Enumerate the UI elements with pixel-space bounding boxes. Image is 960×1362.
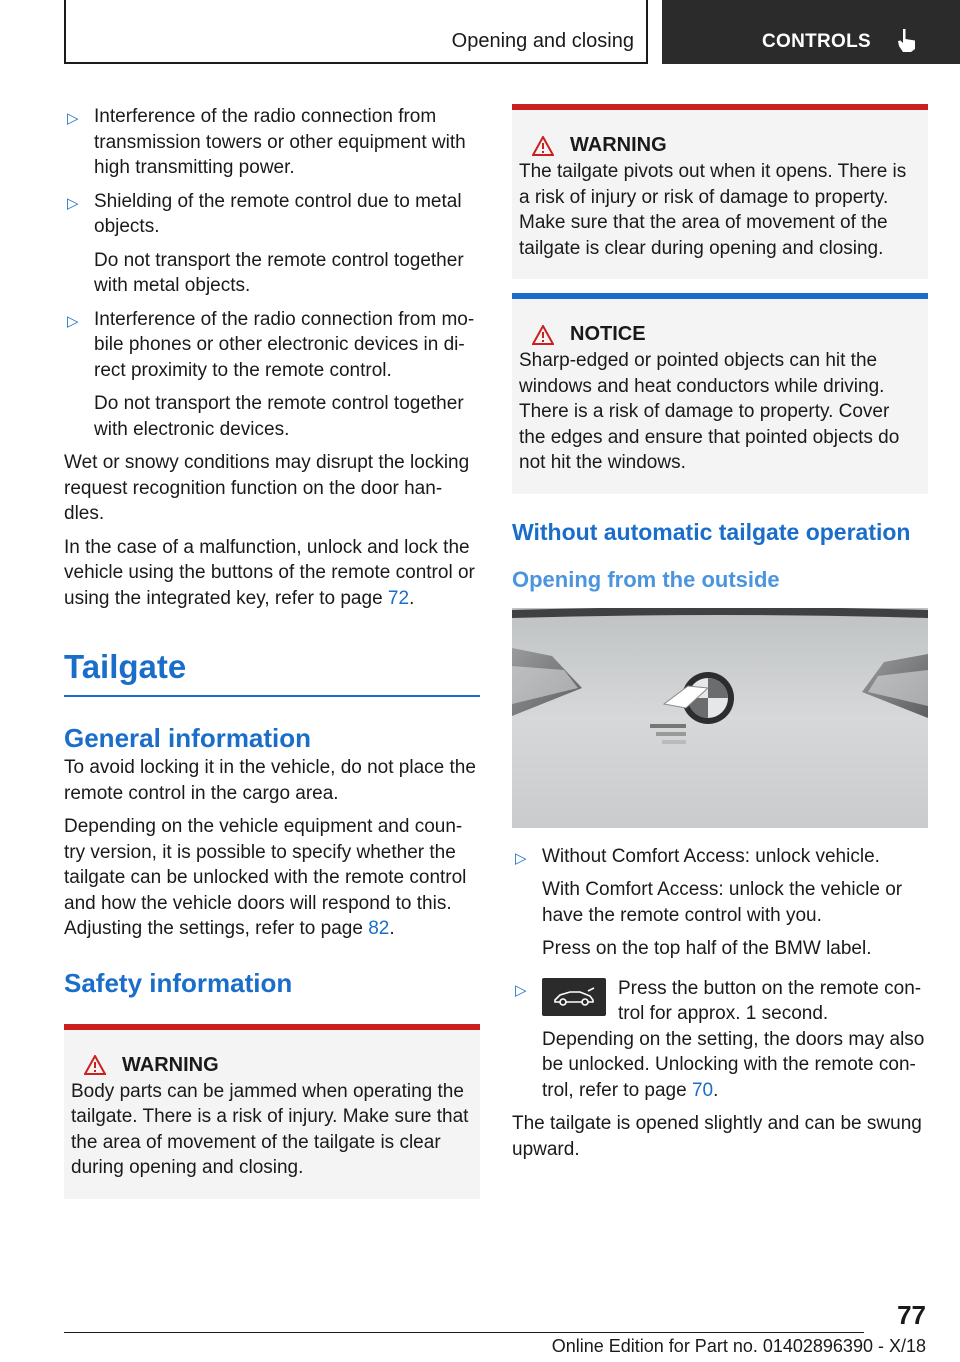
notice-triangle-icon xyxy=(532,325,554,345)
right-column xyxy=(512,104,928,1170)
warning-box xyxy=(64,1024,480,1199)
triangle-bullet-icon: ▷ xyxy=(67,110,79,127)
paragraph-text: In the case of a malfunction, unlock and lock the vehicle using the buttons of the remote control or using the integrated key, refer to page xyxy=(64,536,475,609)
page-link-70[interactable]: 70 xyxy=(691,1079,714,1101)
tailgate-photo xyxy=(512,608,928,828)
footer-divider xyxy=(64,1332,864,1333)
page-number: 77 xyxy=(897,1300,926,1330)
warning-title-text: WARNING xyxy=(570,134,667,156)
header-section-box xyxy=(64,0,648,64)
list-item xyxy=(512,844,928,962)
notice-body: Sharp-edged or pointed objects can hit the windows and heat conductors while driving. There is a risk of damage to property. Cover the edges and ensure that pointed objects do not hit the windows. xyxy=(519,350,900,473)
triangle-bullet-icon: ▷ xyxy=(515,981,527,999)
list-item xyxy=(64,307,480,443)
notice-box xyxy=(512,293,928,494)
list-item-subtext: With Comfort Access: unlock the vehicle or have the remote control with you. xyxy=(542,879,903,926)
paragraph-tailgate-opened: The tailgate is opened slightly and can be swung upward. xyxy=(512,1113,922,1160)
notice-title xyxy=(519,323,920,346)
triangle-bullet-icon: ▷ xyxy=(67,312,79,330)
warning-triangle-icon xyxy=(84,1055,106,1075)
list-item-text: Interference of the radio connection from mo-bile phones or other electronic devices in di-rect proximity to the remote control. xyxy=(94,308,475,381)
list-item-text: Interference of the radio connection from transmission towers or other equipment with high transmitting power. xyxy=(94,106,466,178)
list-item xyxy=(64,189,480,299)
warning-title xyxy=(519,134,920,157)
footer-edition: Online Edition for Part no. 01402896390 - X/18 xyxy=(551,1336,926,1356)
list-item-text: Without Comfort Access: unlock vehicle. xyxy=(542,845,880,867)
list-item xyxy=(512,976,928,1104)
header-chapter-title: CONTROLS xyxy=(762,31,872,52)
pointing-hand-icon xyxy=(895,27,917,58)
list-item-text: Shielding of the remote control due to metal objects. xyxy=(94,190,462,237)
warning-body: The tailgate pivots out when it opens. There is a risk of injury or risk of damage to property. Make sure that the area of movement of the tailgate is clear during opening and closing. xyxy=(519,161,907,259)
paragraph-settings: Depending on the vehicle equipment and coun-try version, it is possible to specify whether the tailgate can be unlocked with the remote control and how the vehicle doors will respond to this. Adjusting the settings, refer to page 82. xyxy=(64,816,467,939)
heading-opening-from-outside: Opening from the outside xyxy=(512,566,780,592)
notice-title-text: NOTICE xyxy=(570,323,646,345)
heading-safety-information: Safety information xyxy=(64,967,293,998)
paragraph-malfunction: In the case of a malfunction, unlock and lock the vehicle using the buttons of the remote control or using the integrated key, refer to page 72. xyxy=(64,536,475,609)
warning-title xyxy=(71,1054,472,1077)
header-chapter-tab xyxy=(662,0,960,64)
list-item-subtext: Do not transport the remote control together with metal objects. xyxy=(94,249,464,296)
paragraph-cargo-area: To avoid locking it in the vehicle, do not place the remote control in the cargo area. xyxy=(64,757,476,804)
page-link-82[interactable]: 82 xyxy=(368,918,390,939)
paragraph-text: Depending on the vehicle equipment and coun-try version, it is possible to specify whether the tailgate can be unlocked with the remote control and how the vehicle doors will respond to this. Adjusting the settings, refer to page xyxy=(64,816,467,939)
list-item-subtext: Press on the top half of the BMW label. xyxy=(542,938,872,959)
warning-box xyxy=(512,104,928,279)
warning-title-text: WARNING xyxy=(122,1053,219,1076)
warning-body: Body parts can be jammed when operating the tailgate. There is a risk of injury. Make sure that the area of movement of the tailgate is clear during opening and closing. xyxy=(71,1080,469,1178)
triangle-bullet-icon: ▷ xyxy=(515,849,527,867)
page-link-72[interactable]: 72 xyxy=(387,587,410,609)
remote-tailgate-button-icon xyxy=(542,978,606,1016)
list-item-subtext: Do not transport the remote control together with electronic devices. xyxy=(94,393,464,440)
left-column xyxy=(64,104,480,1199)
paragraph-wet-conditions: Wet or snowy conditions may disrupt the locking request recognition function on the door han-dles. xyxy=(64,452,470,524)
list-item xyxy=(64,104,480,181)
list-item-text: Press the button on the remote con-trol for approx. 1 second. xyxy=(618,977,922,1024)
warning-triangle-icon xyxy=(532,136,554,156)
heading-tailgate: Tailgate xyxy=(64,647,480,697)
heading-without-automatic-tailgate: Without automatic tailgate operation xyxy=(512,518,911,545)
header-section-title: Opening and closing xyxy=(451,30,634,52)
heading-general-information: General information xyxy=(64,723,312,753)
list-item-subtext: Depending on the setting, the doors may also be unlocked. Unlocking with the remote con-trol, refer to page 70. xyxy=(542,1028,925,1101)
triangle-bullet-icon: ▷ xyxy=(67,194,79,212)
paragraph-text: Depending on the setting, the doors may also be unlocked. Unlocking with the remote con-trol, refer to page xyxy=(542,1028,925,1101)
